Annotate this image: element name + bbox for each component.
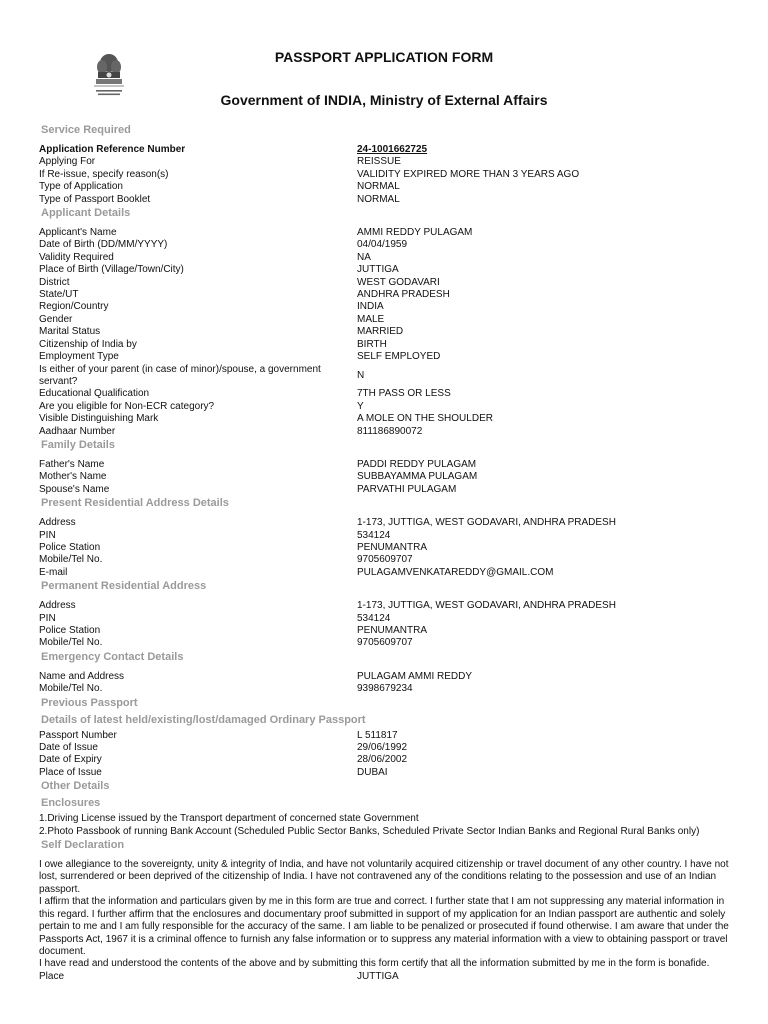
field-row: [39, 169, 739, 181]
field-value: Y: [357, 400, 364, 412]
declaration-paragraph: I have read and understood the contents of the above and by submitting this form certify that all the information submitted by me in the form is bonafide.: [39, 958, 710, 970]
field-row: [39, 484, 739, 496]
field-row: [39, 671, 739, 683]
field-value: MARRIED: [357, 326, 404, 338]
field-label: Spouse's Name: [39, 483, 110, 495]
previous-passport-subheading: Details of latest held/existing/lost/damaged Ordinary Passport: [41, 713, 366, 726]
field-value: SUBBAYAMMA PULAGAM: [357, 471, 478, 483]
field-value: 9705609707: [357, 554, 413, 566]
field-value: 24-1001662725: [357, 144, 428, 155]
field-value: 28/06/2002: [357, 754, 408, 766]
field-value: PULAGAM AMMI REDDY: [357, 670, 473, 682]
field-label: Date of Issue: [39, 742, 98, 754]
field-value: AMMI REDDY PULAGAM: [357, 227, 473, 239]
form-title: PASSPORT APPLICATION FORM: [274, 49, 494, 65]
field-label: Citizenship of India by: [39, 338, 137, 350]
field-label: Police Station: [39, 541, 101, 553]
field-label: Father's Name: [39, 458, 105, 470]
field-value: N: [357, 369, 365, 381]
applicant-heading: Applicant Details: [41, 207, 131, 220]
field-row: [39, 388, 739, 400]
field-value: PADDI REDDY PULAGAM: [357, 458, 477, 470]
field-row: [39, 637, 739, 649]
field-value: 7TH PASS OR LESS: [357, 388, 451, 400]
field-label: Date of Birth (DD/MM/YYYY): [39, 239, 168, 251]
field-label: Region/Country: [39, 301, 109, 313]
field-row: [39, 517, 739, 529]
field-row: [39, 156, 739, 168]
field-row: [39, 301, 739, 313]
field-label: Type of Application: [39, 181, 123, 193]
field-label: Are you eligible for Non-ECR category?: [39, 400, 215, 412]
emergency-heading: Emergency Contact Details: [41, 650, 184, 663]
place-label: Place: [39, 970, 65, 982]
field-label: If Re-issue, specify reason(s): [39, 168, 169, 180]
field-row: [39, 742, 739, 754]
field-row: [39, 364, 739, 389]
application-form: [39, 123, 739, 983]
field-label: PIN: [39, 612, 56, 624]
field-label: Marital Status: [39, 326, 101, 338]
enclosures-heading: Enclosures: [41, 797, 101, 810]
field-row: [39, 613, 739, 625]
field-row: [39, 471, 739, 483]
field-value: ANDHRA PRADESH: [357, 289, 450, 301]
field-value: 1-173, JUTTIGA, WEST GODAVARI, ANDHRA PRADESH: [357, 517, 616, 529]
field-label: Mobile/Tel No.: [39, 683, 103, 695]
field-value: 534124: [357, 612, 391, 624]
field-value: JUTTIGA: [357, 264, 399, 276]
place-value: JUTTIGA: [357, 970, 399, 982]
field-label: Validity Required: [39, 251, 114, 263]
field-row: [39, 144, 739, 156]
field-value: PENUMANTRA: [357, 541, 428, 553]
field-value: 29/06/1992: [357, 742, 408, 754]
field-row: [39, 459, 739, 471]
declaration-paragraph: I affirm that the information and particulars given by me in this form are true and correct. I further state that I am not suppressing any material information in this regard. I further affirm that the enclosures and documentary proof submitted in support of my application for an Indian passport are authentic and solely pertain to me and I am fully responsible for the accuracy of the same. I am liable to be penalized or prosecuted if found otherwise. I am aware that under the Passports Act, 1967 it is a criminal offence to furnish any false information or to suppress any material information with a view to obtaining passport or travel document.: [39, 896, 729, 957]
field-row: [39, 554, 739, 566]
field-row: [39, 625, 739, 637]
field-value: PULAGAMVENKATAREDDY@GMAIL.COM: [357, 566, 554, 578]
field-value: VALIDITY EXPIRED MORE THAN 3 YEARS AGO: [357, 168, 580, 180]
field-label: Mobile/Tel No.: [39, 554, 103, 566]
field-label: Passport Number: [39, 729, 117, 741]
field-label: E-mail: [39, 566, 68, 578]
field-label: Address: [39, 600, 76, 612]
field-label: Applying For: [39, 156, 96, 168]
field-value: BIRTH: [357, 338, 387, 350]
field-value: MALE: [357, 313, 385, 325]
field-row: [39, 277, 739, 289]
place-row: [39, 971, 739, 983]
field-row: [39, 413, 739, 425]
field-label: PIN: [39, 529, 56, 541]
field-value: SELF EMPLOYED: [357, 351, 441, 363]
field-row: [39, 401, 739, 413]
field-row: [39, 351, 739, 363]
field-label: Type of Passport Booklet: [39, 193, 151, 205]
field-label: Name and Address: [39, 670, 125, 682]
field-row: [39, 530, 739, 542]
field-label: Applicant's Name: [39, 227, 117, 239]
field-row: [39, 289, 739, 301]
field-value: 811186890072: [357, 425, 423, 437]
field-value: NA: [357, 251, 371, 263]
field-label: Place of Issue: [39, 766, 102, 778]
field-label: Police Station: [39, 625, 101, 636]
field-row: [39, 314, 739, 326]
field-row: [39, 339, 739, 351]
field-value: DUBAI: [357, 766, 388, 778]
field-row: [39, 181, 739, 193]
previous-passport-heading: Previous Passport: [41, 696, 138, 709]
field-row: [39, 239, 739, 251]
field-label: Educational Qualification: [39, 388, 150, 400]
field-row: [39, 600, 739, 612]
enclosure-item: 2.Photo Passbook of running Bank Account (Scheduled Public Sector Banks, Scheduled Private Sector Indian Banks and Regional Rural Banks only): [39, 825, 700, 837]
present-address-heading: Present Residential Address Details: [41, 497, 229, 510]
field-value: NORMAL: [357, 181, 400, 193]
field-label: Gender: [39, 313, 73, 325]
family-heading: Family Details: [41, 438, 115, 451]
field-label: Place of Birth (Village/Town/City): [39, 264, 184, 276]
field-label: Date of Expiry: [39, 754, 102, 766]
other-details-heading: Other Details: [41, 780, 110, 793]
field-row: [39, 567, 739, 579]
field-value: 04/04/1959: [357, 239, 408, 251]
field-row: [39, 426, 739, 438]
field-row: [39, 767, 739, 779]
field-value: WEST GODAVARI: [357, 276, 440, 288]
field-row: [39, 252, 739, 264]
field-label: Visible Distinguishing Mark: [39, 413, 159, 425]
field-value: REISSUE: [357, 156, 401, 168]
field-label: Mother's Name: [39, 471, 107, 483]
field-row: [39, 326, 739, 338]
field-value: A MOLE ON THE SHOULDER: [357, 413, 493, 425]
field-row: [39, 227, 739, 239]
declaration-paragraph: I owe allegiance to the sovereignty, unity & integrity of India, and have not voluntarily acquired citizenship or travel document of any other country. I have not lost, surrendered or been deprived of the citizenship of India. I have not contravened any of the conditions relating to the possession and use of an Indian passport.: [39, 859, 729, 895]
field-label: State/UT: [39, 289, 79, 301]
field-row: [39, 194, 739, 206]
field-label: Application Reference Number: [39, 144, 186, 155]
field-row: [39, 683, 739, 695]
self-declaration-heading: Self Declaration: [41, 839, 125, 852]
field-value: L 511817: [357, 729, 398, 741]
field-value: NORMAL: [357, 193, 400, 205]
field-value: 1-173, JUTTIGA, WEST GODAVARI, ANDHRA PRADESH: [357, 600, 616, 612]
field-row: [39, 730, 739, 742]
field-row: [39, 754, 739, 766]
field-label: Employment Type: [39, 351, 119, 363]
field-label: Is either of your parent (in case of minor)/spouse, a government servant?: [39, 363, 321, 387]
field-value: PENUMANTRA: [357, 625, 428, 636]
field-label: District: [39, 276, 70, 288]
field-row: [39, 264, 739, 276]
field-label: Mobile/Tel No.: [39, 637, 103, 649]
permanent-address-heading: Permanent Residential Address: [41, 580, 207, 593]
service-heading: Service Required: [41, 124, 131, 136]
field-label: Aadhaar Number: [39, 425, 116, 437]
field-value: PARVATHI PULAGAM: [357, 483, 457, 495]
form-subtitle: Government of INDIA, Ministry of External Affairs: [220, 92, 548, 108]
field-value: 9398679234: [357, 683, 413, 695]
field-row: [39, 542, 739, 554]
field-value: INDIA: [357, 301, 384, 313]
enclosure-item: 1.Driving License issued by the Transport department of concerned state Government: [39, 813, 419, 825]
field-value: 9705609707: [357, 637, 413, 649]
field-label: Address: [39, 517, 76, 529]
field-value: 534124: [357, 529, 391, 541]
